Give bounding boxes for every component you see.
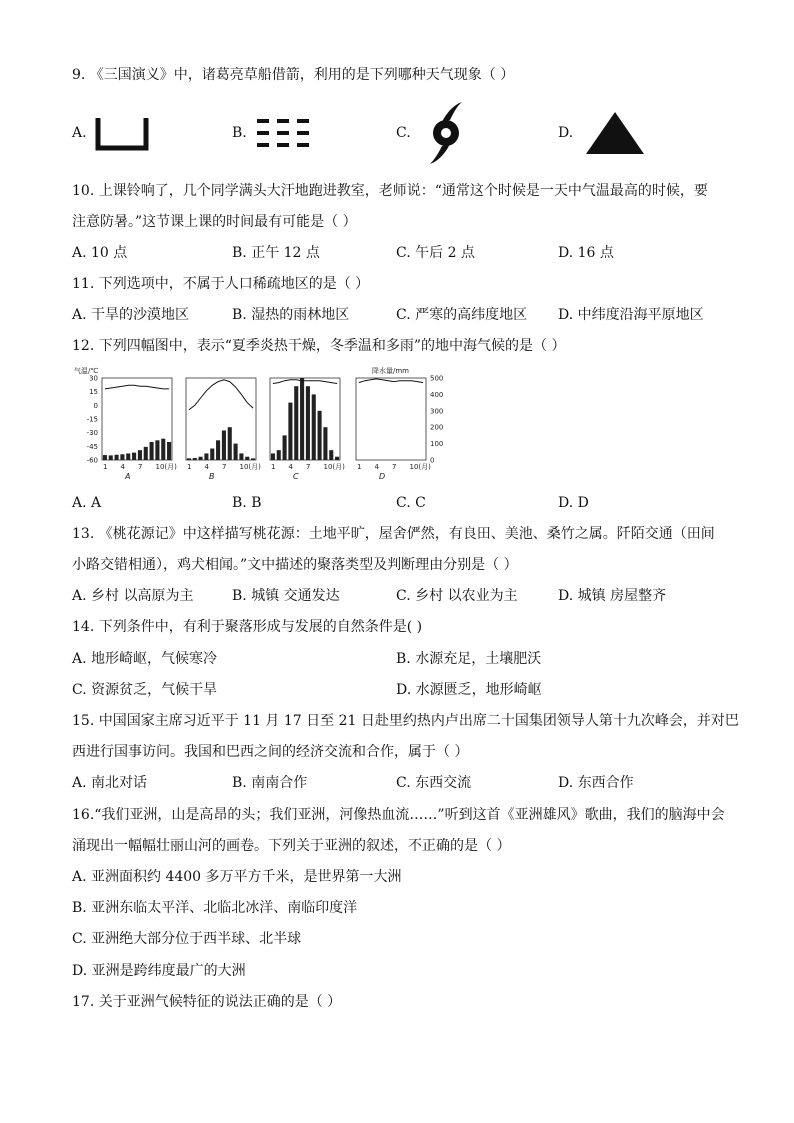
q10-option-b: B. 正午 12 点 [232, 245, 320, 261]
q11-option-b: B. 湿热的雨林地区 [232, 307, 350, 323]
q12-option-c: C. C [396, 495, 426, 511]
climate-charts [72, 364, 468, 486]
panel-letter: B [209, 472, 215, 481]
precip-tick-label: 400 [430, 390, 444, 399]
precip-bar [210, 449, 214, 460]
precip-bar [323, 427, 327, 460]
precip-bar [283, 435, 287, 460]
q12-option-a: A. A [72, 495, 102, 511]
precip-tick-label: 200 [430, 423, 444, 432]
q9-option-c-label: C. [396, 125, 411, 141]
panel-frame [186, 378, 256, 460]
precip-bar [138, 450, 142, 460]
question-10-stem-line1: 10. 上课铃响了，几个同学满头大汗地跑进教室，老师说：“通常这个时候是一天中气温最高的时候，要 [72, 183, 708, 199]
precip-tick-label: 0 [430, 456, 435, 465]
climate-panel-b [186, 378, 261, 481]
precip-bar [335, 457, 339, 460]
temp-axis-title: 气温/℃ [74, 367, 99, 375]
precip-bar [271, 453, 275, 460]
q16-option-c: C. 亚洲绝大部分位于西半球、北半球 [72, 931, 302, 947]
question-13-stem-line2: 小路交错相通），鸡犬相闻。”文中描述的聚落类型及判断理由分别是（ ） [72, 557, 518, 573]
q15-option-d: D. 东西合作 [558, 775, 634, 791]
question-15-stem-line1: 15. 中国国家主席习近平于 11 月 17 日至 21 日赴里约热内卢出席二十国集团领导人第十九次峰会，并对巴 [72, 713, 739, 729]
q16-option-a: A. 亚洲面积约 4400 多万平方千米，是世界第一大洲 [72, 869, 402, 885]
month-tick-label: 7 [138, 463, 143, 471]
temp-tick-label: -45 [86, 442, 98, 451]
precip-bar [126, 453, 130, 460]
precip-tick-label: 100 [430, 440, 444, 449]
month-tick-label: 10(月) [323, 463, 345, 471]
month-tick-label: 4 [204, 463, 209, 471]
q14-option-a: A. 地形崎岖，气候寒冷 [72, 651, 218, 667]
precip-bar [306, 386, 310, 460]
precip-bar [318, 411, 322, 460]
q11-option-c: C. 严寒的高纬度地区 [396, 307, 528, 323]
question-10-stem-line2: 注意防暑。”这节课上课的时间最有可能是（ ） [72, 214, 357, 230]
temp-tick-label: -60 [86, 456, 98, 465]
typhoon-symbol-icon [424, 100, 468, 170]
panel-frame [270, 378, 340, 460]
precip-bar [234, 444, 238, 460]
precip-bar [199, 457, 203, 460]
q9-option-a-label: A. [72, 125, 87, 141]
precip-tick-label: 500 [430, 374, 444, 383]
q10-option-a: A. 10 点 [72, 245, 128, 261]
fog-symbol-icon [255, 117, 311, 153]
panel-frame [356, 378, 426, 460]
q14-option-b: B. 水源充足，土壤肥沃 [396, 651, 542, 667]
precip-bar [239, 453, 243, 460]
q12-option-b: B. B [232, 495, 262, 511]
temp-tick-label: 0 [93, 401, 98, 410]
q16-option-d: D. 亚洲是跨纬度最广的大洲 [72, 963, 246, 979]
month-tick-label: 10(月) [239, 463, 261, 471]
precip-axis-title: 降水量/mm [372, 367, 409, 375]
question-15-stem-line2: 西进行国事访问。我国和巴西之间的经济交流和合作，属于（ ） [72, 744, 469, 760]
temp-tick-label: 30 [89, 374, 98, 383]
q9-option-b-label: B. [232, 125, 247, 141]
month-tick-label: 7 [222, 463, 227, 471]
question-17-stem: 17. 关于亚洲气候特征的说法正确的是（ ） [72, 994, 342, 1010]
month-tick-label: 4 [374, 463, 379, 471]
q10-option-c: C. 午后 2 点 [396, 245, 475, 261]
q9-option-d-label: D. [558, 125, 574, 141]
precip-bar [329, 450, 333, 460]
question-9-stem: 9. 《三国演义》中，诸葛亮草船借箭，利用的是下列哪种天气现象（ ） [72, 67, 515, 83]
panel-letter: A [125, 472, 131, 481]
month-tick-label: 1 [271, 463, 276, 471]
precip-bar [216, 440, 220, 460]
precip-bar [187, 458, 191, 460]
q13-option-a: A. 乡村 以高原为主 [72, 588, 194, 604]
precip-bar [277, 450, 281, 460]
precip-tick-label: 300 [430, 407, 444, 416]
q14-option-d: D. 水源匮乏，地形崎岖 [396, 682, 542, 698]
climate-panel-a [102, 378, 177, 481]
temperature-line [273, 380, 337, 384]
panel-letter: C [293, 472, 299, 481]
precip-bar [245, 457, 249, 460]
precip-bar [167, 442, 171, 460]
question-11-stem: 11. 下列选项中，不属于人口稀疏地区的是（ ） [72, 276, 370, 292]
climate-panel-c [270, 378, 345, 481]
month-tick-label: 1 [103, 463, 108, 471]
temp-tick-label: -30 [86, 429, 98, 438]
precip-bar [300, 378, 304, 460]
sandstorm-symbol-icon [94, 116, 150, 156]
q11-option-d: D. 中纬度沿海平原地区 [558, 307, 704, 323]
month-tick-label: 10(月) [409, 463, 431, 471]
q13-option-d: D. 城镇 房屋整齐 [558, 588, 667, 604]
precip-bar [144, 447, 148, 460]
panel-letter: D [379, 472, 386, 481]
month-tick-label: 10(月) [155, 463, 177, 471]
temperature-line [359, 379, 423, 383]
q15-option-c: C. 东西交流 [396, 775, 472, 791]
q15-option-a: A. 南北对话 [72, 775, 148, 791]
q10-option-d: D. 16 点 [558, 245, 614, 261]
precip-bar [103, 455, 107, 460]
precip-bar [288, 403, 292, 460]
q13-option-b: B. 城镇 交通发达 [232, 588, 340, 604]
q13-option-c: C. 乡村 以农业为主 [396, 588, 518, 604]
question-12-stem: 12. 下列四幅图中，表示“夏季炎热干燥，冬季温和多雨”的地中海气候的是（ ） [72, 338, 566, 354]
month-tick-label: 7 [306, 463, 311, 471]
month-tick-label: 7 [392, 463, 397, 471]
precip-bar [132, 453, 136, 460]
precip-bar [115, 455, 119, 460]
hail-symbol-icon [584, 110, 646, 160]
temperature-line [189, 380, 253, 410]
question-16-stem-line1: 16.“我们亚洲，山是高昂的头；我们亚洲，河像热血流……”听到这首《亚洲雄风》歌曲，我们的脑海中会 [72, 807, 725, 823]
q15-option-b: B. 南南合作 [232, 775, 308, 791]
precip-bar [155, 440, 159, 460]
precip-bar [193, 458, 197, 460]
question-13-stem-line1: 13. 《桃花源记》中这样描写桃花源：土地平旷，屋舍俨然，有良田、美池、桑竹之属。阡陌交通（田间 [72, 526, 715, 542]
precip-bar [204, 453, 208, 460]
climate-panel-d [356, 378, 431, 481]
temperature-line [105, 385, 169, 389]
precip-bar [222, 430, 226, 460]
temp-tick-label: 15 [89, 388, 98, 397]
month-tick-label: 4 [288, 463, 293, 471]
precip-bar [228, 427, 232, 460]
q12-option-d: D. D [558, 495, 589, 511]
temp-tick-label: -15 [86, 415, 98, 424]
precip-bar [251, 458, 255, 460]
month-tick-label: 4 [120, 463, 125, 471]
month-tick-label: 1 [357, 463, 362, 471]
q14-option-c: C. 资源贫乏，气候干旱 [72, 682, 218, 698]
question-16-stem-line2: 涌现出一幅幅壮丽山河的画卷。下列关于亚洲的叙述，不正确的是（ ） [72, 838, 511, 854]
precip-bar [150, 442, 154, 460]
q11-option-a: A. 干旱的沙漠地区 [72, 307, 190, 323]
precip-bar [109, 455, 113, 460]
precip-bar [294, 386, 298, 460]
precip-bar [161, 439, 165, 460]
month-tick-label: 1 [187, 463, 192, 471]
precip-bar [312, 394, 316, 460]
precip-bar [120, 454, 124, 460]
q16-option-b: B. 亚洲东临太平洋、北临北冰洋、南临印度洋 [72, 900, 358, 916]
question-14-stem: 14. 下列条件中，有利于聚落形成与发展的自然条件是( ) [72, 619, 423, 635]
